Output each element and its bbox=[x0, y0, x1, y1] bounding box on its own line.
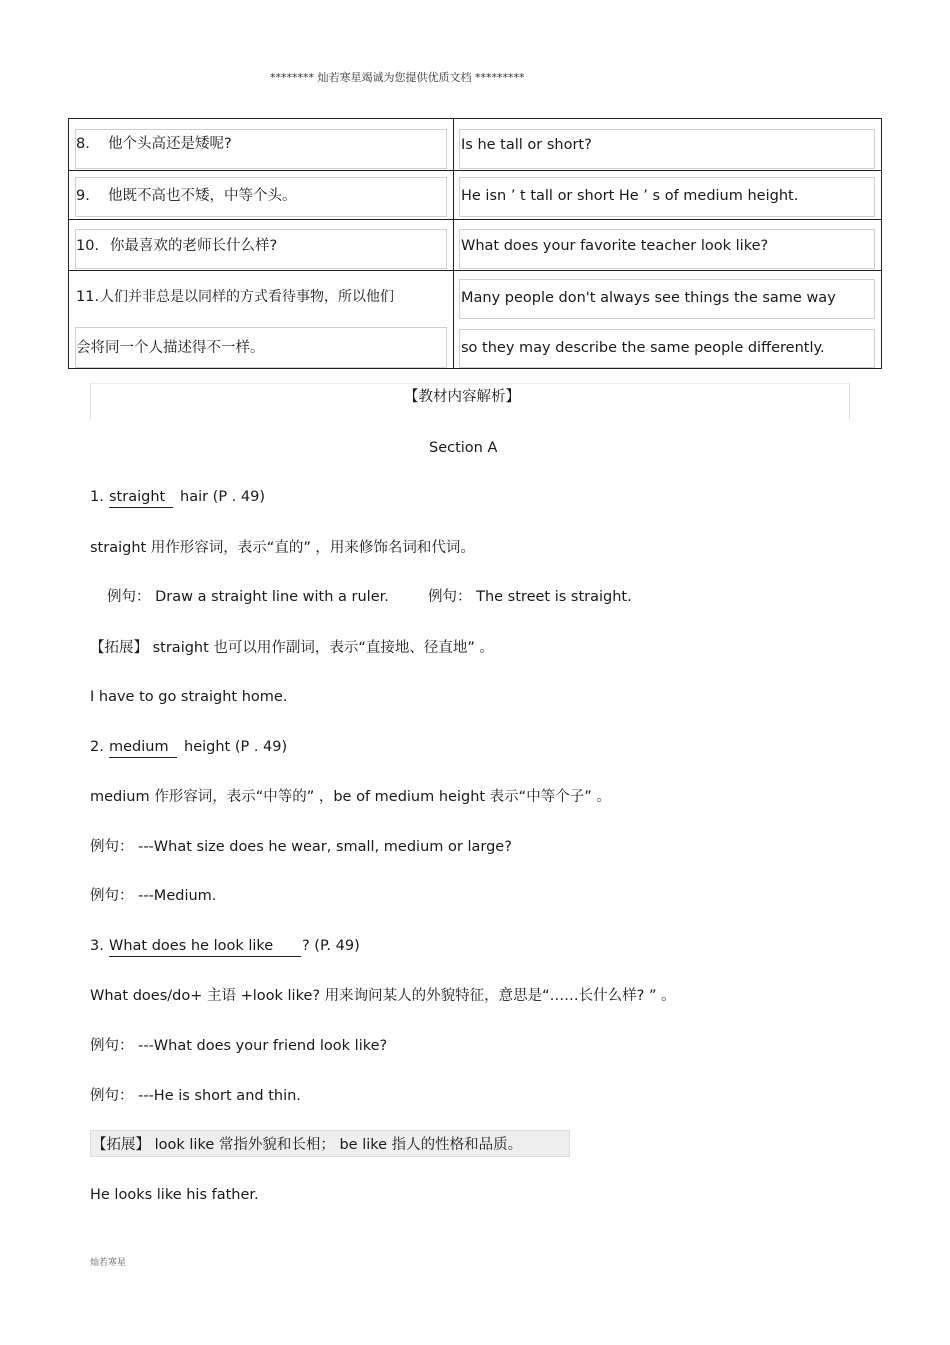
row-11-chinese: 人们并非总是以同样的方式看待事物，所以他们 bbox=[100, 289, 394, 305]
row-8-number: 8. bbox=[76, 136, 90, 152]
row-9-english: He isn ’ t tall or short He ’ s of medium height. bbox=[461, 188, 799, 204]
table-divider bbox=[453, 119, 454, 368]
row-9-chinese: 他既不高也不矮，中等个头。 bbox=[108, 188, 297, 204]
row-10-english: What does your favorite teacher look like? bbox=[461, 238, 769, 254]
item-3-rest: ? (P. 49) bbox=[302, 938, 360, 954]
page-header: ******** 灿若寒星竭诚为您提供优质文档 ********* bbox=[270, 71, 525, 84]
look-like-definition: What does/do+ 主语 +look like? 用来询问某人的外貌特征，意思是“……长什么样? ” 。 bbox=[90, 988, 676, 1004]
row-8-chinese: 他个头高还是矮呢? bbox=[108, 136, 232, 152]
row-10-number: 10. bbox=[76, 238, 100, 254]
medium-definition: medium 作形容词，表示“中等的” ，be of medium height 表示“中等个子” 。 bbox=[90, 789, 611, 805]
row-8-english: Is he tall or short? bbox=[461, 137, 592, 153]
analysis-title: 【教材内容解析】 bbox=[404, 389, 520, 405]
straight-extension: 【拓展】 straight 也可以用作副词，表示“直接地、径直地” 。 bbox=[90, 640, 495, 656]
look-like-extension: 【拓展】 look like 常指外貌和长相； be like 指人的性格和品质。 bbox=[92, 1137, 523, 1153]
row-11-english-cont: so they may describe the same people differently. bbox=[461, 340, 825, 356]
row-9-number: 9. bbox=[76, 188, 90, 204]
straight-definition: straight 用作形容词，表示“直的” ，用来修饰名词和代词。 bbox=[90, 540, 475, 556]
row-11-english: Many people don't always see things the same way bbox=[461, 290, 836, 306]
item-1-term: straight bbox=[109, 488, 173, 508]
item-2-term: medium bbox=[109, 738, 177, 758]
row-11-chinese-cont: 会将同一个人描述得不一样。 bbox=[76, 340, 265, 356]
straight-example-1: 例句： Draw a straight line with a ruler. bbox=[107, 589, 389, 605]
straight-extension-example: I have to go straight home. bbox=[90, 689, 288, 705]
item-2-rest: height (P . 49) bbox=[184, 739, 288, 755]
item-1-rest: hair (P . 49) bbox=[180, 489, 266, 505]
item-3-number: 3. bbox=[90, 938, 104, 954]
medium-example-2: 例句： ---Medium. bbox=[90, 888, 217, 904]
item-1-number: 1. bbox=[90, 489, 104, 505]
page-footer: 灿若寒星 bbox=[90, 1258, 127, 1268]
straight-example-2: 例句： The street is straight. bbox=[428, 589, 632, 605]
medium-example-1: 例句： ---What size does he wear, small, medium or large? bbox=[90, 839, 512, 855]
look-like-example-1: 例句： ---What does your friend look like? bbox=[90, 1038, 388, 1054]
row-11-number: 11. bbox=[76, 289, 100, 305]
look-like-extension-example: He looks like his father. bbox=[90, 1187, 259, 1203]
section-title: Section A bbox=[429, 440, 498, 456]
look-like-example-2: 例句： ---He is short and thin. bbox=[90, 1088, 301, 1104]
item-2-number: 2. bbox=[90, 739, 104, 755]
row-10-chinese: 你最喜欢的老师长什么样? bbox=[110, 238, 278, 254]
item-3-term: What does he look like bbox=[109, 937, 301, 957]
